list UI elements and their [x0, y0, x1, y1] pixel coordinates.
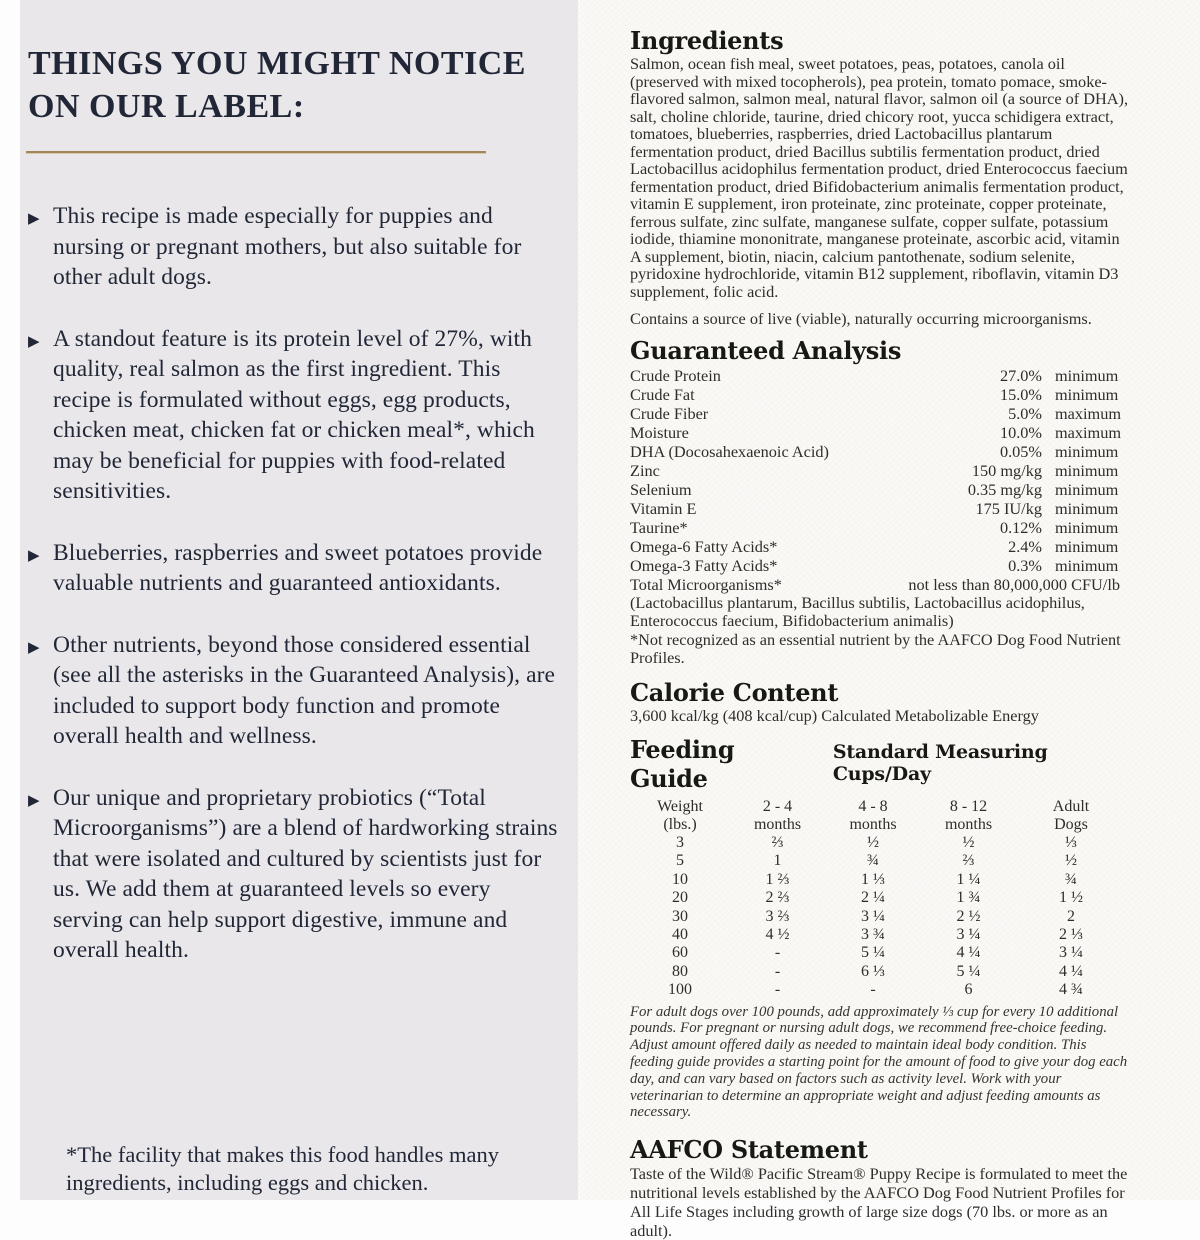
feeding-guide-cell: 100 [668, 981, 692, 999]
feeding-guide-cell: 6 ⅓ [861, 962, 885, 980]
bullet-arrow-icon: ▶ [28, 209, 40, 227]
nutrient-value: 0.05% [999, 441, 1042, 461]
bullet-arrow-icon: ▶ [28, 790, 40, 809]
feeding-guide-cell: ¾ [867, 852, 879, 870]
feeding-guide-cell: 4 ¼ [1059, 962, 1083, 980]
nutrient-label: Omega-3 Fatty Acids* [630, 555, 778, 575]
nutrient-value: 0.35 mg/kg [967, 479, 1042, 499]
gold-divider [26, 151, 486, 154]
feeding-guide-cell: 2 ⅓ [1059, 926, 1083, 944]
feeding-guide-cell: 10 [672, 870, 688, 888]
feeding-guide-cell: 3 ⅔ [765, 907, 790, 925]
feeding-guide-cell: 40 [672, 926, 688, 944]
bullet-arrow-icon: ▶ [28, 637, 40, 656]
feeding-guide-cell: 3 ¼ [1059, 944, 1083, 962]
nutrient-label: Crude Protein [630, 365, 721, 385]
live-microorganisms-note: Contains a source of live (viable), naturally occurring microorganisms. [630, 309, 1092, 328]
bullet-item [28, 538, 560, 599]
feeding-guide-cell: 1 ⅔ [765, 870, 790, 888]
feeding-guide-row [630, 944, 1130, 962]
column-header-line2: (lbs.) [663, 816, 697, 833]
nutrient-value: 15.0% [999, 384, 1042, 404]
feeding-guide-cell: 30 [672, 907, 688, 925]
feeding-guide-row [630, 963, 1130, 981]
nutrient-value: 5.0% [1008, 403, 1042, 423]
nutrient-qualifier: minimum [1055, 384, 1119, 404]
nutrient-value: 10.0% [999, 422, 1042, 442]
nutrient-value: 0.3% [1008, 555, 1042, 575]
nutrient-qualifier: minimum [1055, 517, 1119, 537]
feeding-guide-cell: 2 ¼ [861, 889, 885, 907]
feeding-guide-cell: - [870, 981, 876, 999]
column-header-line1: 8 - 12 [949, 798, 988, 815]
aafco-asterisk-note: *Not recognized as an essential nutrient by the AAFCO Dog Food Nutrient Profiles. [630, 629, 1121, 667]
nutrient-label: DHA (Docosahexaenoic Acid) [630, 441, 829, 461]
ingredients-list: Salmon, ocean fish meal, sweet potatoes, peas, potatoes, canola oil (preserved with mixed tocopherols), pea protein, tomato pomace, smoke-flavored salmon, salmon meal, natural flavor, salmon oil (a source of DHA), salt, choline chloride, taurine, dried chicory root, yucca schidigera extract, tomatoes, blueberries, raspberries, dried Lactobacillus plantarum fermentation product, dried Bacillus subtilis fermentation product, dried Lactobacillus acidophilus fermentation product, dried Enterococcus faecium fermentation product, dried Bifidobacterium animalis fermentation product, vitamin E supplement, iron proteinate, zinc proteinate, copper proteinate, ferrous sulfate, zinc sulfate, manganese sulfate, copper sulfate, potassium iodide, thiamine mononitrate, manganese proteinate, ascorbic acid, vitamin A supplement, biotin, niacin, calcium pantothenate, sodium selenite, pyridoxine hydrochloride, vitamin B12 supplement, riboflavin, vitamin D3 supplement, folic acid. [630, 54, 1129, 301]
bullet-text: This recipe is made especially for puppies and nursing or pregnant mothers, but also suitable for other adult dogs. [53, 203, 522, 290]
feeding-guide-cell: ⅔ [962, 852, 975, 870]
nutrient-label: Omega-6 Fatty Acids* [630, 536, 778, 556]
feeding-guide-cell: 4 ¾ [1059, 981, 1083, 999]
column-header-line1: Adult [1052, 798, 1090, 815]
measuring-cups-subheading: Standard Measuring Cups/Day [832, 741, 1048, 785]
left-panel-heading: THINGS YOU MIGHT NOTICE ON OUR LABEL: [28, 45, 526, 125]
feeding-guide-cell: - [774, 944, 781, 962]
nutrient-value: 150 mg/kg [971, 460, 1042, 480]
calorie-content-heading: Calorie Content [630, 677, 839, 707]
nutrient-label: Zinc [630, 460, 660, 480]
feeding-guide-row [630, 889, 1130, 907]
feeding-guide-cell: 4 ½ [765, 926, 790, 944]
organisms-note: (Lactobacillus plantarum, Bacillus subtilis, Lactobacillus acidophilus, Enterococcus faecium, Bifidobacterium animalis) [630, 592, 1085, 630]
feeding-guide-column-header [1016, 798, 1126, 834]
feeding-guide-row [630, 852, 1130, 870]
feeding-guide-cell: 4 ¼ [956, 944, 981, 962]
aafco-statement-heading: AAFCO Statement [630, 1135, 868, 1165]
feeding-guide-row [630, 834, 1130, 852]
column-header-line2: months [944, 816, 993, 833]
bullet-text: Blueberries, raspberries and sweet potatoes provide valuable nutrients and guaranteed antioxidants. [53, 539, 543, 596]
feeding-guide-cell: - [774, 981, 781, 999]
bullet-arrow-icon: ▶ [28, 331, 40, 350]
feeding-guide-cell: 20 [672, 889, 688, 907]
feeding-guide-column-header [921, 798, 1016, 834]
feeding-guide-cell: ½ [962, 834, 975, 851]
left-info-panel [20, 0, 578, 1200]
feeding-guide-cell: ⅔ [771, 834, 784, 851]
bullet-item [28, 783, 560, 966]
feeding-guide-cell: 2 [1067, 907, 1075, 925]
nutrient-label: Vitamin E [630, 498, 697, 518]
nutrient-value: 27.0% [999, 365, 1042, 385]
feeding-guide-footnote: For adult dogs over 100 pounds, add approximately ⅓ cup for every 10 additional pounds. For pregnant or nursing adult dogs, we recommend free-choice feeding. Adjust amount offered daily as needed to maintain ideal body condition. This feeding guide provides a starting point for the amount of food to give your dog each day, and can vary based on factors such as activity level. Work with your veterinarian to determine an appropriate weight and adjust feeding amounts as necessary. [630, 1003, 1128, 1121]
guaranteed-analysis-row [630, 461, 1130, 480]
guaranteed-analysis-row [630, 537, 1130, 556]
feeding-guide-cell: 1 [773, 852, 782, 870]
guaranteed-analysis-row [630, 556, 1130, 575]
feeding-guide-rows [630, 834, 1130, 1000]
bullet-item [28, 324, 560, 507]
bullet-item [28, 201, 560, 293]
guaranteed-analysis-row [630, 480, 1130, 499]
guaranteed-analysis-row [630, 385, 1130, 404]
total-microorganisms-label: Total Microorganisms* [630, 574, 782, 594]
feeding-guide-column-header [825, 798, 921, 834]
nutrient-qualifier: minimum [1055, 536, 1119, 556]
feeding-guide-cell: 3 ¼ [956, 926, 981, 944]
feeding-guide-cell: 6 [964, 981, 973, 999]
feeding-guide-cell: 3 [676, 834, 684, 851]
nutrient-label: Moisture [630, 422, 689, 442]
bullet-arrow-icon: ▶ [28, 545, 40, 564]
feeding-guide-cell: 1 ¼ [956, 870, 981, 888]
nutrient-label: Crude Fat [630, 384, 695, 404]
feeding-guide-column-headers [630, 798, 1130, 834]
guaranteed-analysis-table [630, 366, 1130, 575]
feeding-guide-row [630, 981, 1130, 999]
bullet-text: A standout feature is its protein level of 27%, with quality, real salmon as the first ingredient. This recipe is formulated without eggs, egg products, chicken meat, chicken fat or chicken meal*, which may be beneficial for puppies with food-related sensitivities. [53, 325, 535, 504]
feeding-guide-column-header [630, 798, 730, 834]
guaranteed-analysis-row [630, 404, 1130, 423]
guaranteed-analysis-row [630, 499, 1130, 518]
nutrient-value: 175 IU/kg [975, 498, 1042, 518]
nutrient-qualifier: maximum [1055, 422, 1122, 442]
feeding-guide-heading: Feeding Guide [630, 735, 735, 793]
nutrient-qualifier: minimum [1055, 460, 1119, 480]
feeding-guide-cell: ¾ [1065, 870, 1077, 888]
feeding-guide-row [630, 871, 1130, 889]
total-microorganisms-row [630, 575, 1130, 594]
aafco-statement-body: Taste of the Wild® Pacific Stream® Puppy Recipe is formulated to meet the nutritional levels established by the AAFCO Dog Food Nutrient Profiles for All Life Stages including growth of large size dogs (70 lbs. or more as an adult). [630, 1164, 1128, 1240]
feeding-guide-cell: 1 ½ [1059, 889, 1083, 907]
feeding-guide-cell: 60 [672, 944, 688, 962]
column-header-line2: Dogs [1054, 816, 1088, 833]
column-header-line2: months [753, 816, 802, 833]
nutrient-qualifier: minimum [1055, 479, 1119, 499]
guaranteed-analysis-heading: Guaranteed Analysis [630, 335, 902, 365]
feeding-guide-cell: 5 ¼ [956, 962, 981, 980]
feeding-guide-row [630, 908, 1130, 926]
nutrient-value: 2.4% [1008, 536, 1042, 556]
feeding-guide-cell: 3 ¾ [861, 926, 885, 944]
guaranteed-analysis-row [630, 366, 1130, 385]
ingredients-heading: Ingredients [630, 26, 784, 55]
nutrient-label: Crude Fiber [630, 403, 709, 423]
feeding-guide-cell: ½ [1065, 852, 1077, 870]
feeding-guide-cell: ⅓ [1065, 834, 1077, 851]
bullet-list [28, 201, 560, 966]
feeding-guide-cell: 3 ¼ [861, 907, 885, 925]
feeding-guide-cell: 1 ¾ [956, 889, 981, 907]
nutrient-qualifier: minimum [1055, 365, 1119, 385]
column-header-line2: months [849, 816, 897, 833]
feeding-guide-cell: 80 [672, 962, 688, 980]
nutrition-label-panel [578, 0, 1200, 1240]
guaranteed-analysis-row [630, 423, 1130, 442]
nutrient-label: Selenium [630, 479, 692, 499]
feeding-guide-cell: 5 [676, 852, 684, 870]
feeding-guide-table [630, 798, 1130, 1000]
feeding-guide-cell: 5 ¼ [861, 944, 885, 962]
total-microorganisms-value: not less than 80,000,000 CFU/lb [908, 574, 1120, 594]
nutrient-qualifier: maximum [1055, 403, 1122, 423]
bullet-text: Other nutrients, beyond those considered essential (see all the asterisks in the Guaranteed Analysis), are included to support body function and promote overall health and wellness. [53, 631, 556, 749]
feeding-guide-cell: ½ [867, 834, 879, 851]
feeding-guide-column-header [730, 798, 825, 834]
calorie-content-value: 3,600 kcal/kg (408 kcal/cup) Calculated Metabolizable Energy [630, 705, 1039, 725]
nutrient-value: 0.12% [999, 517, 1042, 537]
bullet-text: Our unique and proprietary probiotics (“Total Microorganisms”) are a blend of hardworking strains that were isolated and cultured by scientists just for us. We add them at guaranteed levels so every serving can help support digestive, immune and overall health. [53, 784, 558, 963]
nutrient-qualifier: minimum [1055, 441, 1119, 461]
nutrient-qualifier: minimum [1055, 498, 1119, 518]
feeding-guide-cell: 2 ⅔ [765, 889, 790, 907]
nutrient-qualifier: minimum [1055, 555, 1119, 575]
feeding-guide-header [630, 735, 1130, 793]
facility-footnote: *The facility that makes this food handles many ingredients, including eggs and chicken. [66, 1141, 500, 1195]
guaranteed-analysis-row [630, 442, 1130, 461]
feeding-guide-row [630, 926, 1130, 944]
feeding-guide-cell: 1 ⅓ [861, 870, 885, 888]
column-header-line1: 2 - 4 [762, 798, 793, 815]
column-header-line1: 4 - 8 [858, 798, 888, 815]
nutrient-label: Taurine* [630, 517, 688, 537]
bullet-item [28, 630, 560, 752]
column-header-line1: Weight [657, 798, 703, 815]
feeding-guide-cell: 2 ½ [956, 907, 981, 925]
feeding-guide-cell: - [774, 962, 781, 980]
guaranteed-analysis-row [630, 518, 1130, 537]
